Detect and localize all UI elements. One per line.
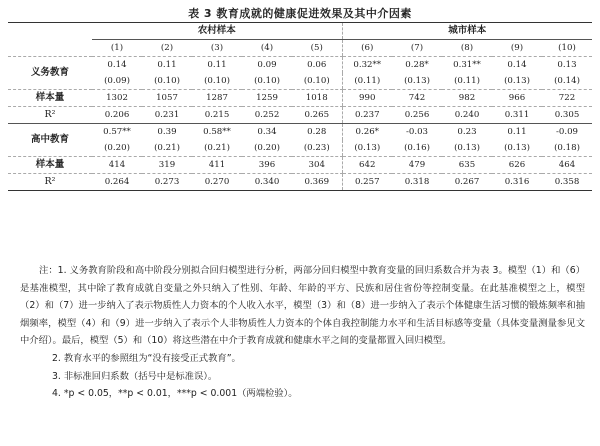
section2-r2-3: 0.270 <box>192 174 242 191</box>
note-3: 3. 非标准回归系数（括号中是标准误）。 <box>52 370 218 382</box>
section2-r2-4: 0.340 <box>242 174 292 191</box>
section2-r2-6: 0.257 <box>342 174 392 191</box>
section2-r2-7: 0.318 <box>392 174 442 191</box>
section2-r2-1: 0.264 <box>92 174 142 191</box>
model-header-3: (3) <box>192 40 242 57</box>
section1-n-6: 990 <box>342 90 392 107</box>
section1-r2-6: 0.237 <box>342 107 392 124</box>
section2-n-3: 411 <box>192 157 242 174</box>
section1-r2-10: 0.305 <box>542 107 592 124</box>
section2-coef-2: 0.39 <box>142 124 192 141</box>
corner-cell <box>8 23 92 40</box>
section1-coef-1: 0.14 <box>107 60 127 70</box>
section1-se-4: (0.10) <box>242 73 292 90</box>
section1-n-2: 1057 <box>142 90 192 107</box>
section2-se-7: (0.16) <box>392 140 442 157</box>
section2-coef-10: -0.09 <box>542 124 592 141</box>
section1-r2-8: 0.240 <box>442 107 492 124</box>
section2-r2-10: 0.358 <box>542 174 592 191</box>
section1-coef-5: 0.06 <box>307 60 327 70</box>
section2-n-row <box>8 157 592 174</box>
section1-se-2: (0.10) <box>142 73 192 90</box>
section2-n-label: 样本量 <box>8 157 92 174</box>
section2-coef-row <box>8 124 592 141</box>
section2-se-3: (0.21) <box>192 140 242 157</box>
section2-se-6: (0.13) <box>342 140 392 157</box>
note-1: 注：1. 义务教育阶段和高中阶段分别拟合回归模型进行分析，两部分回归模型中教育变量的回归系数合并为表 3。模型（1）和（6）是基准模型，其中除了教育成就自变量之外只纳入了性别、年龄、年龄的平方、民族和居住省份等控制变量。在此基准模型之上，模型（2）和（7）进一步纳入了表示物质性人力资本的个人收入水平，模型（3）和（8）进一步纳入了表示个体健康生活习惯的锻炼频率和抽烟频率，模型（4）和（9）进一步纳入了表示个人非物质性人力资本的个体自我控制能力水平和生活目标感等变量（具体变量测量参见文中介绍）。最后，模型（5）和（10）将这些潜在中介于教育成就和健康水平之间的变量都置入回归模型。 <box>20 265 585 347</box>
note-4: 4. *p < 0.05，**p < 0.01，***p < 0.001（两端检验）。 <box>52 388 298 400</box>
section1-se-1: (0.09) <box>92 73 142 90</box>
section1-n-label: 样本量 <box>8 90 92 107</box>
section2-n-6: 642 <box>342 157 392 174</box>
model-header-2: (2) <box>142 40 192 57</box>
section2-se-5: (0.23) <box>292 140 342 157</box>
section2-coef-8: 0.23 <box>442 124 492 141</box>
section1-coef-6: 0.32** <box>342 57 392 74</box>
section1-coef-3: 0.11 <box>207 60 227 70</box>
section1-coef-2: 0.11 <box>157 60 177 70</box>
model-header-1: (1) <box>92 40 142 57</box>
section2-se-8: (0.13) <box>442 140 492 157</box>
section1-se-5: (0.10) <box>292 73 342 90</box>
section1-r2-1: 0.206 <box>92 107 142 124</box>
section1-n-5: 1018 <box>292 90 342 107</box>
section1-r2-row <box>8 107 592 124</box>
note-2: 2. 教育水平的参照组为“没有接受正式教育”。 <box>52 352 241 364</box>
section1-n-10: 722 <box>542 90 592 107</box>
section2-se-row <box>8 140 592 157</box>
section2-r2-label: R² <box>8 174 92 191</box>
section1-n-7: 742 <box>392 90 442 107</box>
section2-coef-6: 0.26* <box>342 124 392 141</box>
section1-se-9: (0.13) <box>492 73 542 90</box>
section2-n-2: 319 <box>142 157 192 174</box>
section2-se-10: (0.18) <box>542 140 592 157</box>
section1-n-8: 982 <box>442 90 492 107</box>
section2-se-1: (0.20) <box>92 140 142 157</box>
section2-se-4: (0.20) <box>242 140 292 157</box>
section2-r2-9: 0.316 <box>492 174 542 191</box>
section1-coef-8: 0.31** <box>453 60 481 70</box>
section1-n-1: 1302 <box>92 90 142 107</box>
model-header-6: (6) <box>342 40 392 57</box>
section1-se-7: (0.13) <box>392 73 442 90</box>
section1-se-3: (0.10) <box>192 73 242 90</box>
section1-n-row <box>8 90 592 107</box>
section1-se-10: (0.14) <box>542 73 592 90</box>
section2-coef-9: 0.11 <box>492 124 542 141</box>
section2-n-10: 464 <box>542 157 592 174</box>
model-header-row <box>8 40 592 57</box>
model-header-5: (5) <box>292 40 342 57</box>
section1-r2-3: 0.215 <box>192 107 242 124</box>
section1-n-9: 966 <box>492 90 542 107</box>
table-notes <box>20 262 585 403</box>
section1-coef-7: 0.28* <box>405 60 429 70</box>
section1-se-row <box>8 73 592 90</box>
section1-coef-10: 0.13 <box>557 60 577 70</box>
section2-r2-row <box>8 174 592 191</box>
model-header-10: (10) <box>542 40 592 57</box>
section1-r2-4: 0.252 <box>242 107 292 124</box>
section1-coef-9: 0.14 <box>507 60 527 70</box>
section1-label: 义务教育 <box>8 57 92 90</box>
section2-r2-8: 0.267 <box>442 174 492 191</box>
section2-coef-5: 0.28 <box>292 124 342 141</box>
section1-se-8: (0.11) <box>442 73 492 90</box>
section2-r2-2: 0.273 <box>142 174 192 191</box>
section2-label: 高中教育 <box>8 124 92 157</box>
model-header-7: (7) <box>392 40 442 57</box>
section2-se-2: (0.21) <box>142 140 192 157</box>
section1-r2-label: R² <box>8 107 92 124</box>
section2-se-9: (0.13) <box>492 140 542 157</box>
model-header-8: (8) <box>442 40 492 57</box>
group-header-urban: 城市样本 <box>342 23 592 40</box>
table-title: 表 3 教育成就的健康促进效果及其中介因素 <box>188 7 412 20</box>
model-header-4: (4) <box>242 40 292 57</box>
model-header-9: (9) <box>492 40 542 57</box>
section1-r2-9: 0.311 <box>492 107 542 124</box>
section2-n-4: 396 <box>242 157 292 174</box>
section2-coef-7: -0.03 <box>392 124 442 141</box>
section1-coef-4: 0.09 <box>257 60 277 70</box>
section1-r2-7: 0.256 <box>392 107 442 124</box>
section2-n-7: 479 <box>392 157 442 174</box>
section1-se-6: (0.11) <box>342 73 392 90</box>
section1-r2-5: 0.265 <box>292 107 342 124</box>
section2-n-9: 626 <box>492 157 542 174</box>
section2-n-5: 304 <box>292 157 342 174</box>
section1-coef-row <box>8 57 592 74</box>
section1-r2-2: 0.231 <box>142 107 192 124</box>
section1-n-3: 1287 <box>192 90 242 107</box>
section1-n-4: 1259 <box>242 90 292 107</box>
section2-coef-3: 0.58** <box>192 124 242 141</box>
section2-n-8: 635 <box>442 157 492 174</box>
group-header-rural: 农村样本 <box>92 23 342 40</box>
section2-coef-1: 0.57** <box>92 124 142 141</box>
section2-n-1: 414 <box>92 157 142 174</box>
section2-coef-4: 0.34 <box>242 124 292 141</box>
results-table <box>8 22 592 191</box>
section2-r2-5: 0.369 <box>292 174 342 191</box>
